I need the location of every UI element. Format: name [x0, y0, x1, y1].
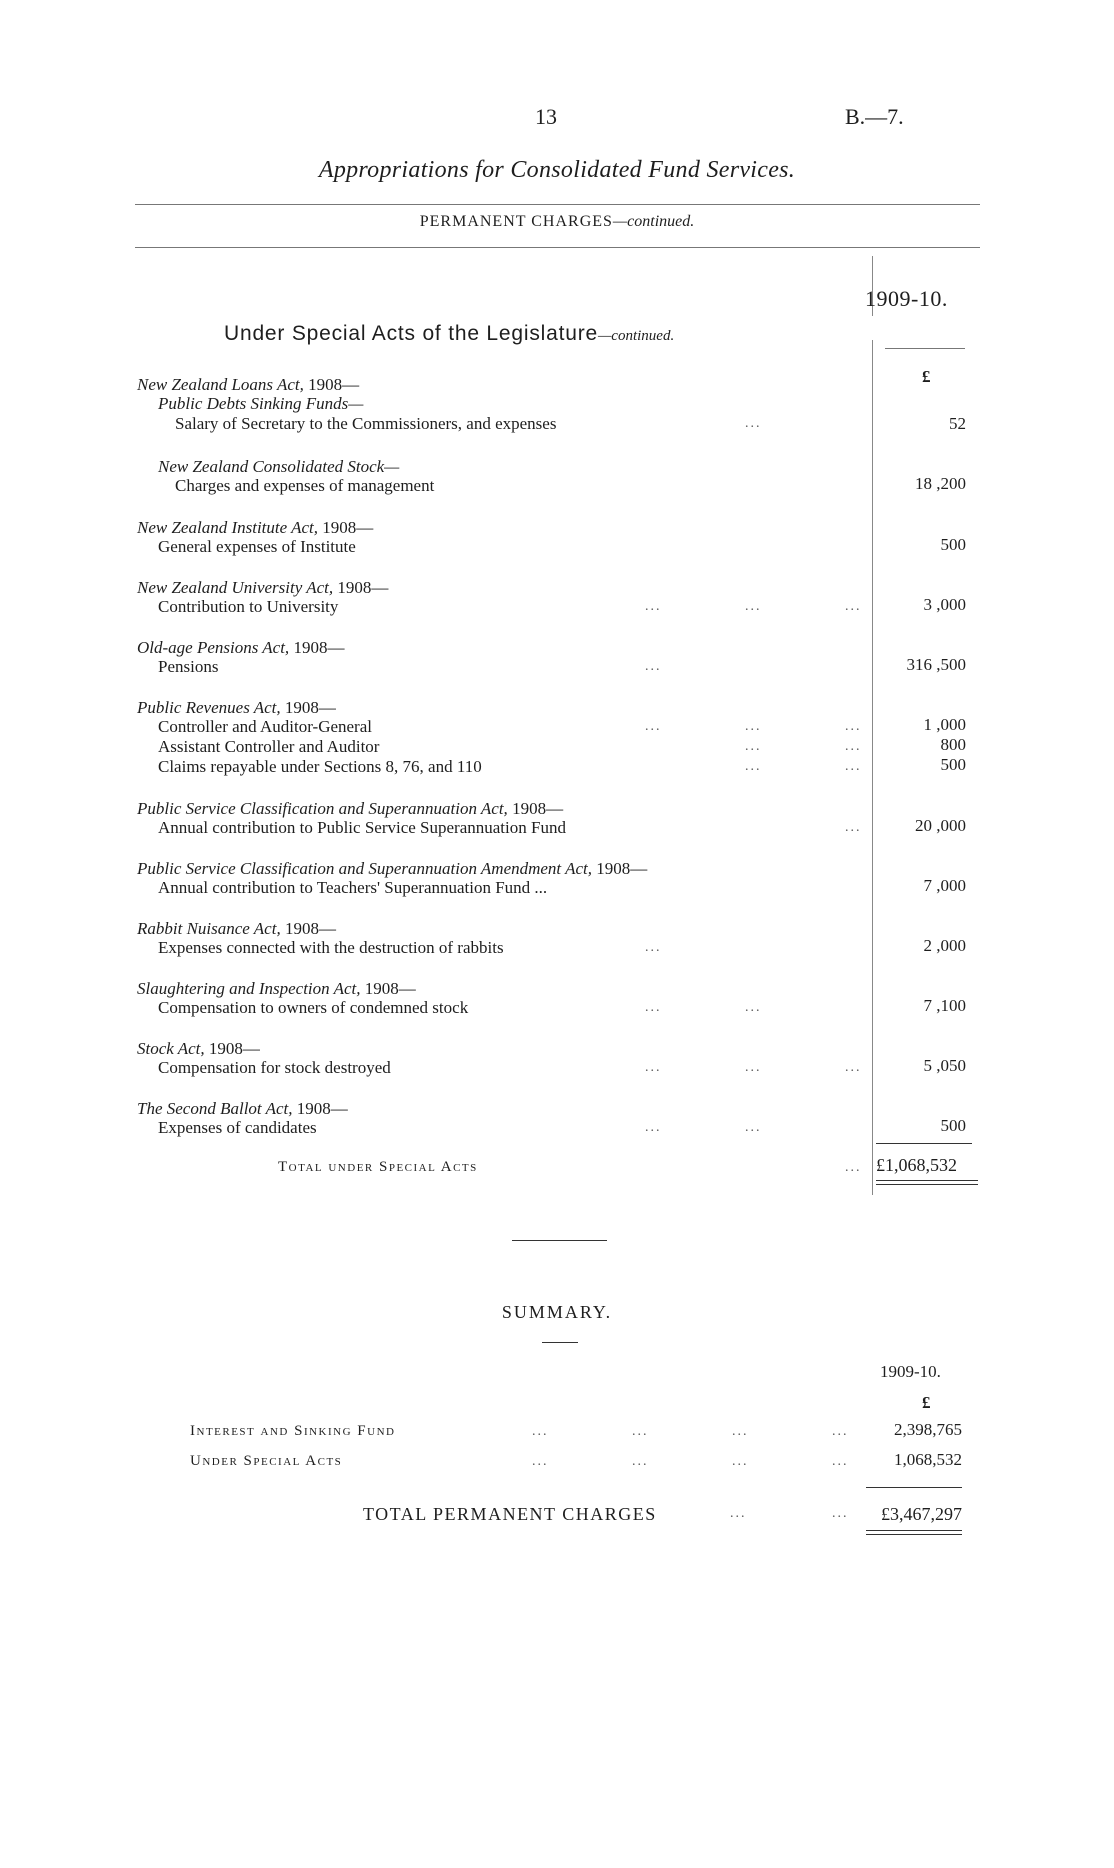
- act-name-stock: [137, 1039, 260, 1059]
- amount-public-service-superannuation: 20 ,000: [915, 816, 966, 835]
- act-year: 1908—: [284, 698, 336, 717]
- leader-dots: ...: [732, 1424, 749, 1439]
- act-year: 1908—: [322, 518, 374, 537]
- act-title: Slaughtering and Inspection Act,: [137, 979, 361, 998]
- act-year: 1908—: [364, 979, 416, 998]
- leader-dots: ...: [732, 1454, 749, 1469]
- total-double-rule: [876, 1180, 978, 1185]
- page-title: Appropriations for Consolidated Fund Services.: [318, 157, 796, 183]
- amount-condemned-stock: 7 ,100: [923, 996, 966, 1015]
- act-title: New Zealand Loans Act,: [137, 375, 304, 394]
- summary-year-heading: 1909-10.: [880, 1362, 941, 1381]
- act-name-nz-institute: [137, 518, 373, 538]
- leader-dots: ...: [532, 1454, 549, 1469]
- leader-dots: ...: [632, 1424, 649, 1439]
- leader-dots: ...: [645, 1120, 662, 1135]
- summary-interest-amount: 2,398,765: [894, 1420, 962, 1439]
- section-divider: [512, 1240, 607, 1241]
- act-title: Public Revenues Act,: [137, 698, 281, 717]
- leader-dots: ...: [745, 739, 762, 754]
- leader-dots: ...: [745, 1000, 762, 1015]
- leader-dots: ...: [745, 759, 762, 774]
- total-rule: [876, 1143, 972, 1144]
- section-title-text: Under Special Acts of the Legislature: [224, 322, 598, 345]
- leader-dots: ...: [645, 1000, 662, 1015]
- column-divider: [872, 340, 873, 1195]
- amount-management-charges: 18 ,200: [915, 474, 966, 493]
- leader-dots: ...: [632, 1454, 649, 1469]
- act-title: Rabbit Nuisance Act,: [137, 919, 281, 938]
- summary-interest-label: Interest and Sinking Fund: [190, 1423, 396, 1439]
- amount-claims-repayable: 500: [940, 755, 966, 774]
- act-year: 1908—: [512, 799, 564, 818]
- act-name-slaughtering: [137, 979, 416, 999]
- leader-dots: ...: [645, 599, 662, 614]
- total-special-acts-amount: £1,068,532: [876, 1155, 957, 1175]
- amount-candidate-expenses: 500: [940, 1116, 966, 1135]
- leader-dots: ...: [832, 1506, 849, 1521]
- act-name-public-service-amendment: [137, 859, 647, 879]
- total-permanent-charges-amount: £3,467,297: [881, 1504, 962, 1524]
- amount-controller-auditor-general: 1 ,000: [923, 715, 966, 734]
- item-management-charges: Charges and expenses of management: [175, 476, 435, 495]
- leader-dots: ...: [730, 1506, 747, 1521]
- act-year: 1908—: [337, 578, 389, 597]
- summary-special-acts-amount: 1,068,532: [894, 1450, 962, 1469]
- act-title: Old-age Pensions Act,: [137, 638, 290, 657]
- summary-title-rule: [542, 1342, 578, 1343]
- item-controller-auditor-general: Controller and Auditor-General: [158, 717, 372, 736]
- act-title: Public Service Classification and Superannuation Act,: [137, 799, 508, 818]
- act-year: 1908—: [308, 375, 360, 394]
- item-institute-expenses: General expenses of Institute: [158, 537, 356, 556]
- item-stock-destroyed: Compensation for stock destroyed: [158, 1058, 391, 1077]
- total-permanent-charges-label: TOTAL PERMANENT CHARGES: [363, 1504, 657, 1524]
- leader-dots: ...: [845, 1060, 862, 1075]
- permanent-charges-text: PERMANENT CHARGES: [419, 213, 613, 230]
- leader-dots: ...: [845, 719, 862, 734]
- permanent-charges-suffix: —continued.: [612, 213, 695, 230]
- leader-dots: ...: [645, 1060, 662, 1075]
- leader-dots: ...: [745, 1120, 762, 1135]
- item-condemned-stock: Compensation to owners of condemned stock: [158, 998, 469, 1017]
- act-year: 1908—: [296, 1099, 348, 1118]
- item-university-contribution: Contribution to University: [158, 597, 339, 616]
- permanent-charges-heading: [0, 213, 1114, 231]
- header-rule-top: [135, 204, 980, 205]
- leader-dots: ...: [845, 759, 862, 774]
- act-name-second-ballot: [137, 1099, 348, 1119]
- item-secretary-salary: Salary of Secretary to the Commissioners, and expenses: [175, 414, 557, 433]
- sub-heading-sinking-funds: Public Debts Sinking Funds—: [158, 394, 364, 413]
- act-title: New Zealand University Act,: [137, 578, 334, 597]
- act-name-nz-university: [137, 578, 388, 598]
- item-assistant-controller: Assistant Controller and Auditor: [158, 737, 380, 756]
- amount-institute-expenses: 500: [940, 535, 966, 554]
- leader-dots: ...: [645, 659, 662, 674]
- leader-dots: ...: [832, 1424, 849, 1439]
- act-year: 1908—: [293, 638, 345, 657]
- leader-dots: ...: [845, 739, 862, 754]
- column-heading-rule: [885, 348, 965, 349]
- summary-double-rule: [866, 1530, 962, 1535]
- act-year: 1908—: [596, 859, 648, 878]
- act-title: New Zealand Institute Act,: [137, 518, 319, 537]
- item-teachers-superannuation: Annual contribution to Teachers' Superannuation Fund ...: [158, 878, 548, 897]
- act-title: Stock Act,: [137, 1039, 205, 1058]
- amount-pensions: 316 ,500: [906, 655, 966, 674]
- leader-dots: ...: [745, 599, 762, 614]
- act-name-public-revenues: [137, 698, 336, 718]
- leader-dots: ...: [745, 719, 762, 734]
- leader-dots: ...: [845, 599, 862, 614]
- act-name-old-age-pensions: [137, 638, 344, 658]
- section-title: [224, 322, 674, 346]
- leader-dots: ...: [845, 1160, 862, 1175]
- summary-title: SUMMARY.: [501, 1302, 613, 1322]
- leader-dots: ...: [745, 416, 762, 431]
- document-reference: B.—7.: [845, 104, 904, 129]
- act-name-nz-loans: [137, 375, 359, 395]
- leader-dots: ...: [745, 1060, 762, 1075]
- item-pensions: Pensions: [158, 657, 219, 676]
- amount-university-contribution: 3 ,000: [923, 595, 966, 614]
- total-special-acts-label: Total under Special Acts: [278, 1159, 478, 1175]
- summary-special-acts-label: Under Special Acts: [190, 1453, 343, 1469]
- amount-stock-destroyed: 5 ,050: [923, 1056, 966, 1075]
- amount-teachers-superannuation: 7 ,000: [923, 876, 966, 895]
- amount-assistant-controller: 800: [940, 735, 966, 754]
- section-title-suffix: —continued.: [597, 328, 675, 344]
- sub-heading-consolidated-stock: New Zealand Consolidated Stock—: [158, 457, 400, 476]
- amount-rabbit-destruction: 2 ,000: [923, 936, 966, 955]
- act-title: Public Service Classification and Superannuation Amendment Act,: [137, 859, 592, 878]
- act-year: 1908—: [208, 1039, 260, 1058]
- page-number: 13: [535, 104, 557, 129]
- item-rabbit-destruction: Expenses connected with the destruction of rabbits: [158, 938, 504, 957]
- leader-dots: ...: [645, 940, 662, 955]
- act-title: The Second Ballot Act,: [137, 1099, 293, 1118]
- leader-dots: ...: [832, 1454, 849, 1469]
- year-column-heading: 1909-10.: [865, 286, 948, 311]
- act-name-public-service-classification: [137, 799, 563, 819]
- summary-total-rule: [866, 1487, 962, 1488]
- leader-dots: ...: [845, 820, 862, 835]
- item-claims-repayable: Claims repayable under Sections 8, 76, and 110: [158, 757, 482, 776]
- header-rule-bottom: [135, 247, 980, 248]
- act-year: 1908—: [284, 919, 336, 938]
- item-public-service-superannuation: Annual contribution to Public Service Superannuation Fund: [158, 818, 566, 837]
- leader-dots: ...: [532, 1424, 549, 1439]
- leader-dots: ...: [645, 719, 662, 734]
- currency-symbol: £: [922, 367, 931, 386]
- item-candidate-expenses: Expenses of candidates: [158, 1118, 317, 1137]
- amount-secretary-salary: 52: [949, 414, 966, 433]
- act-name-rabbit-nuisance: [137, 919, 336, 939]
- summary-currency-symbol: £: [922, 1393, 931, 1412]
